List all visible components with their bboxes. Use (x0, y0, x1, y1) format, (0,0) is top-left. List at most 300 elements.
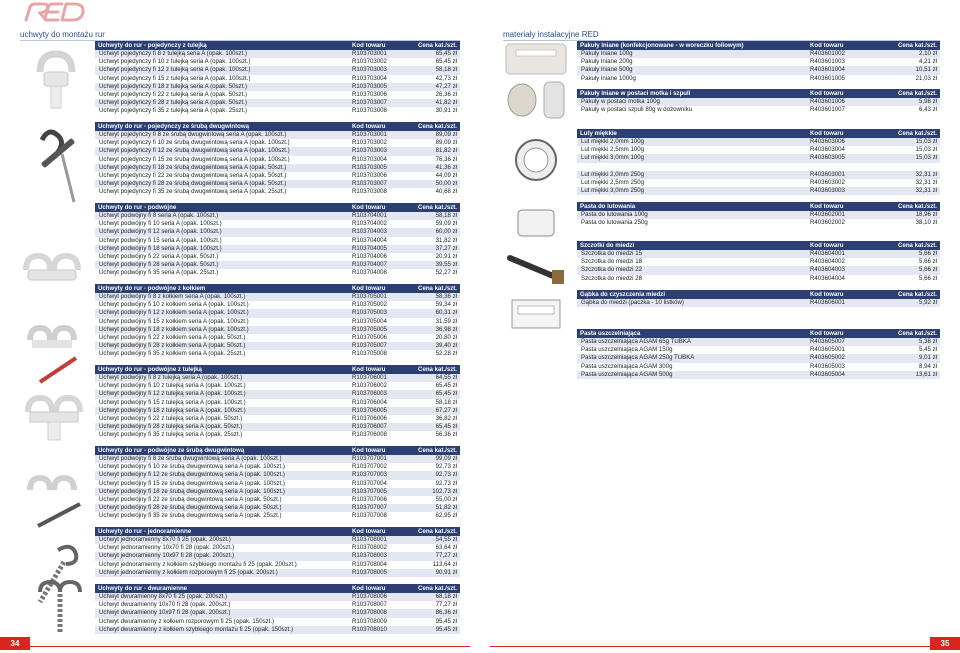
hemp-spool-image (508, 82, 564, 118)
product-price: 77,27 zł (405, 552, 460, 560)
table-row (577, 75, 940, 83)
product-price: 92,73 zł (405, 480, 460, 488)
product-price (877, 163, 940, 171)
product-description: Uchwyt podwójny fi 35 z kołkiem seria A (opak. 25szt.) (95, 350, 349, 358)
product-code: R103704003 (349, 228, 405, 236)
table-row (577, 58, 940, 66)
product-code: R103703008 (349, 188, 405, 196)
table-title: Uchwyty do rur - pojedynczy z tulejką (95, 41, 349, 50)
product-description: Uchwyt pojedynczy fi 15 z tulejką seria A (opak. 100szt.) (95, 75, 349, 83)
product-price: 59,34 zł (405, 301, 460, 309)
price-table (577, 129, 940, 195)
cleaning-sponge-image (512, 300, 560, 328)
product-description: Uchwyt pojedynczy fi 35 ze śrubą dwugwintową seria A (opak. 25szt.) (95, 188, 349, 196)
table-row (95, 415, 460, 423)
product-description: Uchwyt pojedynczy fi 18 ze śrubą dwugwintową seria A (opak. 50szt.) (95, 164, 349, 172)
price-table (95, 527, 460, 577)
product-code: R103703008 (349, 107, 405, 115)
table-row (95, 496, 460, 504)
product-price: 38,10 zł (877, 219, 940, 227)
price-table (577, 89, 940, 114)
product-description: Uchwyt podwójny fi 28 seria A (opak. 50szt.) (95, 261, 349, 269)
product-description: Uchwyt pojedynczy fi 12 ze śrubą dwugwintową seria A (opak. 100szt.) (95, 147, 349, 155)
table-title: Gąbka do czyszczenia miedzi (577, 290, 807, 299)
price-table (577, 290, 940, 307)
table-row (95, 399, 460, 407)
price-column-header: Cena kat./szt. (405, 284, 460, 293)
product-price: 58,36 zł (405, 293, 460, 301)
product-description: Uchwyt podwójny fi 10 ze śrubą dwugwintową seria A (opak. 100szt.) (95, 463, 349, 471)
product-description: Uchwyt pojedynczy fi 10 ze śrubą dwugwintową seria A (opak. 100szt.) (95, 139, 349, 147)
product-description: Pakuły w postaci szpuli 80g w dozowniku (577, 106, 807, 114)
product-code: R103708007 (349, 601, 405, 609)
table-row (95, 504, 460, 512)
product-price: 60,31 zł (405, 309, 460, 317)
table-row (95, 58, 460, 66)
product-description: Lut miękki 2,5mm 250g (577, 179, 807, 187)
table-row (95, 512, 460, 520)
left-product-images (18, 42, 93, 642)
product-code: R103707005 (349, 488, 405, 496)
product-code: R103703005 (349, 83, 405, 91)
product-description: Uchwyt pojedynczy fi 8 ze śrubą dwugwintową seria A (opak. 100szt.) (95, 131, 349, 139)
product-code: R103704007 (349, 261, 405, 269)
product-description: Szczotka do miedzi 28 (577, 275, 807, 283)
product-price: 32,31 zł (877, 187, 940, 195)
product-code: R103703002 (349, 139, 405, 147)
product-code: R103705007 (349, 342, 405, 350)
table-row (95, 83, 460, 91)
screw-clip-image (41, 132, 75, 202)
table-row (95, 618, 460, 626)
table-title: Szczotki do miedzi (577, 241, 807, 250)
product-price: 52,27 zł (405, 269, 460, 277)
table-title: Uchwyty do rur - podwójne z kołkiem (95, 284, 349, 293)
product-description: Uchwyt podwójny fi 15 z kołkiem seria A (opak. 100szt.) (95, 318, 349, 326)
table-row (577, 258, 940, 266)
table-title: Uchwyty do rur - jednoramienne (95, 527, 349, 536)
table-row (577, 371, 940, 379)
product-description: Uchwyt podwójny fi 8 z kołkiem seria A (opak. 100szt.) (95, 293, 349, 301)
product-description: Uchwyt podwójny fi 22 ze śrubą dwugwintową seria A (opak. 50szt.) (95, 496, 349, 504)
code-column-header: Kod towaru (349, 41, 405, 50)
price-table (577, 329, 940, 379)
product-code: R403603003 (807, 187, 877, 195)
product-price: 67,27 zł (405, 407, 460, 415)
product-description: Uchwyt podwójny fi 8 z tulejką seria A (opak. 100szt.) (95, 374, 349, 382)
product-code: R103706003 (349, 390, 405, 398)
product-price: 41,36 zł (405, 164, 460, 172)
left-page-title: uchwyty do montażu rur (20, 30, 105, 39)
code-column-header: Kod towaru (349, 365, 405, 374)
product-description: Uchwyt podwójny fi 12 ze śrubą dwugwintową seria A (opak. 100szt.) (95, 471, 349, 479)
price-table (577, 202, 940, 227)
price-table (95, 203, 460, 277)
table-row (95, 593, 460, 601)
table-row (577, 219, 940, 227)
product-description: Szczotka do miedzi 22 (577, 266, 807, 274)
price-column-header: Cena kat./szt. (405, 41, 460, 50)
table-title: Pasta do lutowania (577, 202, 807, 211)
table-row (95, 253, 460, 261)
product-description: Uchwyt jednoramienny 10x70 fi 28 (opak. 200szt.) (95, 544, 349, 552)
product-price: 6,43 zł (877, 106, 940, 114)
single-arm-clip-image (40, 547, 76, 602)
product-price: 32,31 zł (877, 179, 940, 187)
product-price: 68,18 zł (405, 593, 460, 601)
product-price: 5,98 zł (877, 98, 940, 106)
product-price: 31,59 zł (405, 318, 460, 326)
product-code: R103703004 (349, 156, 405, 164)
table-row (577, 299, 940, 307)
code-column-header: Kod towaru (807, 202, 877, 211)
product-code: R103703001 (349, 50, 405, 58)
product-description: Uchwyt pojedynczy fi 35 z tulejką seria A (opak. 25szt.) (95, 107, 349, 115)
product-description: Uchwyt dwuramienny 10x97 fi 28 (opak. 200szt.) (95, 609, 349, 617)
product-description: Pasta uszczelniająca AGAM 65g TUBKA (577, 338, 807, 346)
double-clip-dowel-image (30, 328, 76, 382)
table-row (95, 180, 460, 188)
table-row (95, 382, 460, 390)
product-code: R103708005 (349, 569, 405, 577)
table-row (95, 164, 460, 172)
table-title: Luty miękkie (577, 129, 807, 138)
product-description: Uchwyt podwójny fi 18 seria A (opak. 100szt.) (95, 245, 349, 253)
product-description: Uchwyt podwójny fi 15 ze śrubą dwugwintową seria A (opak. 100szt.) (95, 480, 349, 488)
table-row (95, 261, 460, 269)
double-clip-image (26, 256, 78, 280)
product-price: 4,21 zł (877, 58, 940, 66)
code-column-header: Kod towaru (349, 584, 405, 593)
product-code: R103704004 (349, 237, 405, 245)
product-description: Pasta uszczelniająca AGAM 500g (577, 371, 807, 379)
product-price: 5,66 zł (877, 258, 940, 266)
code-column-header: Kod towaru (807, 329, 877, 338)
table-row (577, 50, 940, 58)
product-code: R103703006 (349, 172, 405, 180)
product-price: 51,82 zł (405, 504, 460, 512)
product-description: Lut miękki 3,0mm 250g (577, 187, 807, 195)
price-column-header: Cena kat./szt. (405, 527, 460, 536)
product-description: Uchwyt jednoramienny 10x97 fi 28 (opak. 200szt.) (95, 552, 349, 560)
product-description: Uchwyt podwójny fi 28 z tulejką seria A (opak. 50szt.) (95, 423, 349, 431)
product-price: 58,18 zł (405, 212, 460, 220)
code-column-header: Kod towaru (807, 241, 877, 250)
table-row (577, 106, 940, 114)
product-code: R103703003 (349, 147, 405, 155)
product-price: 65,45 zł (405, 390, 460, 398)
product-description: Pasta uszczelniająca AGAM 300g (577, 363, 807, 371)
product-code: R103704006 (349, 253, 405, 261)
product-code: R103704001 (349, 212, 405, 220)
product-code: R103706001 (349, 374, 405, 382)
table-row (577, 154, 940, 162)
table-row (95, 342, 460, 350)
table-row (95, 407, 460, 415)
product-description: Pasta do lutowania 100g (577, 211, 807, 219)
product-description: Uchwyt podwójny fi 22 seria A (opak. 50szt.) (95, 253, 349, 261)
price-table (95, 122, 460, 196)
table-title: Pakuły lniane w postaci motka i szpuli (577, 89, 807, 98)
table-row (577, 363, 940, 371)
product-price: 60,00 zł (405, 228, 460, 236)
table-row (577, 250, 940, 258)
product-price: 86,36 zł (405, 609, 460, 617)
price-column-header: Cena kat./szt. (877, 129, 940, 138)
product-price: 10,51 zł (877, 66, 940, 74)
price-column-header: Cena kat./szt. (405, 365, 460, 374)
product-description: Uchwyt pojedynczy fi 18 z tulejką seria A (opak. 50szt.) (95, 83, 349, 91)
table-row (95, 156, 460, 164)
product-price: 26,36 zł (405, 91, 460, 99)
product-code: R403603004 (807, 146, 877, 154)
product-price: 54,55 zł (405, 536, 460, 544)
table-row (577, 338, 940, 346)
product-description: Uchwyt pojedynczy fi 15 ze śrubą dwugwintową seria A (opak. 100szt.) (95, 156, 349, 164)
product-code: R403601002 (807, 50, 877, 58)
price-table (95, 584, 460, 634)
hemp-bag-image (506, 44, 566, 74)
product-code: R403604001 (807, 250, 877, 258)
table-row (95, 91, 460, 99)
solder-paste-image (518, 210, 554, 236)
product-code: R403602001 (807, 211, 877, 219)
table-row (577, 163, 940, 171)
product-description: Uchwyt jednoramienny z kołkiem rozporowym fi 25 (opak. 200szt.) (95, 569, 349, 577)
product-price: 113,64 zł (405, 561, 460, 569)
product-code: R403601006 (807, 98, 877, 106)
product-price: 76,36 zł (405, 156, 460, 164)
product-description: Uchwyt podwójny fi 22 z tulejką seria A (opak. 50szt.) (95, 415, 349, 423)
product-code: R103703003 (349, 66, 405, 74)
table-row (95, 301, 460, 309)
product-code: R103705006 (349, 334, 405, 342)
product-description: Uchwyt jednoramienny 8x70 fi 25 (opak. 200szt.) (95, 536, 349, 544)
product-price: 39,55 zł (405, 261, 460, 269)
product-description: Uchwyt podwójny fi 35 seria A (opak. 25szt.) (95, 269, 349, 277)
table-row (95, 228, 460, 236)
product-price: 5,66 zł (877, 275, 940, 283)
product-code: R103707007 (349, 504, 405, 512)
price-column-header: Cena kat./szt. (877, 89, 940, 98)
product-description: Uchwyt podwójny fi 10 z kołkiem seria A (opak. 100szt.) (95, 301, 349, 309)
table-row (95, 561, 460, 569)
table-row (577, 266, 940, 274)
product-price: 20,80 zł (405, 334, 460, 342)
product-price: 92,73 zł (405, 471, 460, 479)
product-code: R103706002 (349, 382, 405, 390)
product-price: 31,82 zł (405, 237, 460, 245)
table-row (95, 220, 460, 228)
table-row (95, 488, 460, 496)
product-price: 92,73 zł (405, 463, 460, 471)
product-code: R103706004 (349, 399, 405, 407)
product-code: R403604003 (807, 266, 877, 274)
table-row (577, 354, 940, 362)
table-row (95, 334, 460, 342)
product-code: R403605007 (807, 338, 877, 346)
price-table (577, 41, 940, 83)
product-code: R103704005 (349, 245, 405, 253)
product-code: R403601007 (807, 106, 877, 114)
product-description: Uchwyt podwójny fi 12 z tulejką seria A (opak. 100szt.) (95, 390, 349, 398)
code-column-header: Kod towaru (349, 284, 405, 293)
price-column-header: Cena kat./szt. (405, 122, 460, 131)
product-code: R103706005 (349, 407, 405, 415)
product-price: 15,03 zł (877, 138, 940, 146)
product-price: 58,18 zł (405, 399, 460, 407)
product-price: 77,27 zł (405, 601, 460, 609)
product-price: 15,03 zł (877, 154, 940, 162)
table-row (95, 390, 460, 398)
code-column-header: Kod towaru (349, 203, 405, 212)
price-table (95, 284, 460, 358)
product-price: 36,82 zł (405, 415, 460, 423)
product-price: 39,40 zł (405, 342, 460, 350)
product-description: Uchwyt podwójny fi 12 seria A (opak. 100szt.) (95, 228, 349, 236)
product-description: Pakuły lniane 1000g (577, 75, 807, 83)
product-price: 47,27 zł (405, 83, 460, 91)
product-code: R103708008 (349, 609, 405, 617)
product-code: R103706007 (349, 423, 405, 431)
product-description: Uchwyt pojedynczy fi 8 z tulejką seria A (opak. 100szt.) (95, 50, 349, 58)
copper-brush-image (510, 258, 564, 284)
product-code: R103705004 (349, 318, 405, 326)
product-price: 32,31 zł (877, 171, 940, 179)
product-description: Szczotka do miedzi 18 (577, 258, 807, 266)
product-code: R403601003 (807, 58, 877, 66)
product-description: Uchwyt podwójny fi 8 seria A (opak. 100szt.) (95, 212, 349, 220)
product-code: R403604004 (807, 275, 877, 283)
product-description: Pakuły w postaci motka 100g (577, 98, 807, 106)
table-row (577, 211, 940, 219)
product-price: 18,96 zł (877, 211, 940, 219)
product-code: R103703001 (349, 131, 405, 139)
table-row (577, 275, 940, 283)
product-price: 62,95 zł (405, 512, 460, 520)
page-number-right: 35 (930, 637, 960, 650)
product-description: Uchwyt podwójny fi 35 ze śrubą dwugwintową seria A (opak. 25szt.) (95, 512, 349, 520)
product-price: 63,64 zł (405, 544, 460, 552)
product-description: Uchwyt pojedynczy fi 22 ze śrubą dwugwintową seria A (opak. 50szt.) (95, 172, 349, 180)
product-code: R403605004 (807, 371, 877, 379)
product-description: Uchwyt pojedynczy fi 12 z tulejką seria A (opak. 100szt.) (95, 66, 349, 74)
product-price: 89,09 zł (405, 139, 460, 147)
price-column-header: Cena kat./szt. (877, 290, 940, 299)
code-column-header: Kod towaru (349, 446, 405, 455)
table-row (95, 544, 460, 552)
table-row (95, 139, 460, 147)
product-description: Uchwyt podwójny fi 18 ze śrubą dwugwintową seria A (opak. 100szt.) (95, 488, 349, 496)
product-price: 44,09 zł (405, 172, 460, 180)
product-description: Pakuły lniane 200g (577, 58, 807, 66)
product-description: Uchwyt pojedynczy fi 28 ze śrubą dwugwintową seria A (opak. 50szt.) (95, 180, 349, 188)
product-description: Uchwyt pojedynczy fi 10 z tulejką seria A (opak. 100szt.) (95, 58, 349, 66)
table-title: Uchwyty do rur - dwuramienne (95, 584, 349, 593)
product-description: Pasta uszczelniająca AGAM 250g TUBKA (577, 354, 807, 362)
clip-with-sleeve-image (40, 54, 72, 108)
product-code (807, 163, 877, 171)
table-row (95, 172, 460, 180)
product-description: Uchwyt podwójny fi 18 z tulejką seria A (opak. 100szt.) (95, 407, 349, 415)
product-description: Uchwyt jednoramienny z kołkiem szybkiego montażu fi 25 (opak. 200szt.) (95, 561, 349, 569)
price-column-header: Cena kat./szt. (405, 446, 460, 455)
product-description (577, 163, 807, 171)
price-table (95, 41, 460, 115)
table-row (577, 346, 940, 354)
product-description: Uchwyt pojedynczy fi 28 z tulejką seria A (opak. 50szt.) (95, 99, 349, 107)
product-description: Uchwyt dwuramienny z kołkiem szybkiego montażu fi 25 (opak. 150szt.) (95, 626, 349, 634)
product-code: R103708009 (349, 618, 405, 626)
product-description: Uchwyt podwójny fi 18 z kołkiem seria A (opak. 100szt.) (95, 326, 349, 334)
table-row (95, 431, 460, 439)
page-number-left: 34 (0, 637, 30, 650)
table-row (95, 318, 460, 326)
footer-bar-left (30, 646, 470, 647)
table-row (95, 50, 460, 58)
table-title: Pasta uszczelniająca (577, 329, 807, 338)
product-code: R103703007 (349, 180, 405, 188)
product-price: 65,45 zł (405, 382, 460, 390)
table-row (95, 423, 460, 431)
product-price: 5,66 zł (877, 250, 940, 258)
table-row (95, 212, 460, 220)
product-code: R403601004 (807, 66, 877, 74)
table-row (577, 179, 940, 187)
product-description: Pasta do lutowania 250g (577, 219, 807, 227)
product-description: Lut miękki 3,0mm 100g (577, 154, 807, 162)
product-price: 56,36 zł (405, 431, 460, 439)
product-description: Uchwyt podwójny fi 10 z tulejką seria A (opak. 100szt.) (95, 382, 349, 390)
code-column-header: Kod towaru (807, 290, 877, 299)
product-price: 5,66 zł (877, 266, 940, 274)
table-row (95, 463, 460, 471)
product-description: Uchwyt dwuramienny z kołkiem rozporowym fi 25 (opak. 150szt.) (95, 618, 349, 626)
code-column-header: Kod towaru (807, 41, 877, 50)
table-row (95, 66, 460, 74)
table-row (95, 245, 460, 253)
product-price: 89,09 zł (405, 131, 460, 139)
product-code: R403603001 (807, 171, 877, 179)
product-price: 37,27 zł (405, 245, 460, 253)
product-price: 55,00 zł (405, 496, 460, 504)
table-row (95, 131, 460, 139)
product-code: R403606001 (807, 299, 877, 307)
product-description: Uchwyt podwójny fi 12 z kołkiem seria A (opak. 100szt.) (95, 309, 349, 317)
table-row (95, 99, 460, 107)
product-price: 95,45 zł (405, 618, 460, 626)
product-price: 5,92 zł (877, 299, 940, 307)
table-row (577, 146, 940, 154)
product-code: R403605003 (807, 363, 877, 371)
product-code: R403603005 (807, 154, 877, 162)
table-row (95, 269, 460, 277)
price-table (95, 446, 460, 520)
product-code: R103705008 (349, 350, 405, 358)
product-code: R103706006 (349, 415, 405, 423)
product-price: 102,73 zł (405, 488, 460, 496)
product-price: 59,09 zł (405, 220, 460, 228)
product-description: Uchwyt podwójny fi 28 ze śrubą dwugwintową seria A (opak. 50szt.) (95, 504, 349, 512)
product-price: 21,03 zł (877, 75, 940, 83)
product-code: R403604002 (807, 258, 877, 266)
product-code: R103703002 (349, 58, 405, 66)
product-code: R403605001 (807, 346, 877, 354)
table-row (577, 98, 940, 106)
price-column-header: Cena kat./szt. (877, 241, 940, 250)
product-description: Pakuły lniane 500g (577, 66, 807, 74)
table-row (577, 138, 940, 146)
